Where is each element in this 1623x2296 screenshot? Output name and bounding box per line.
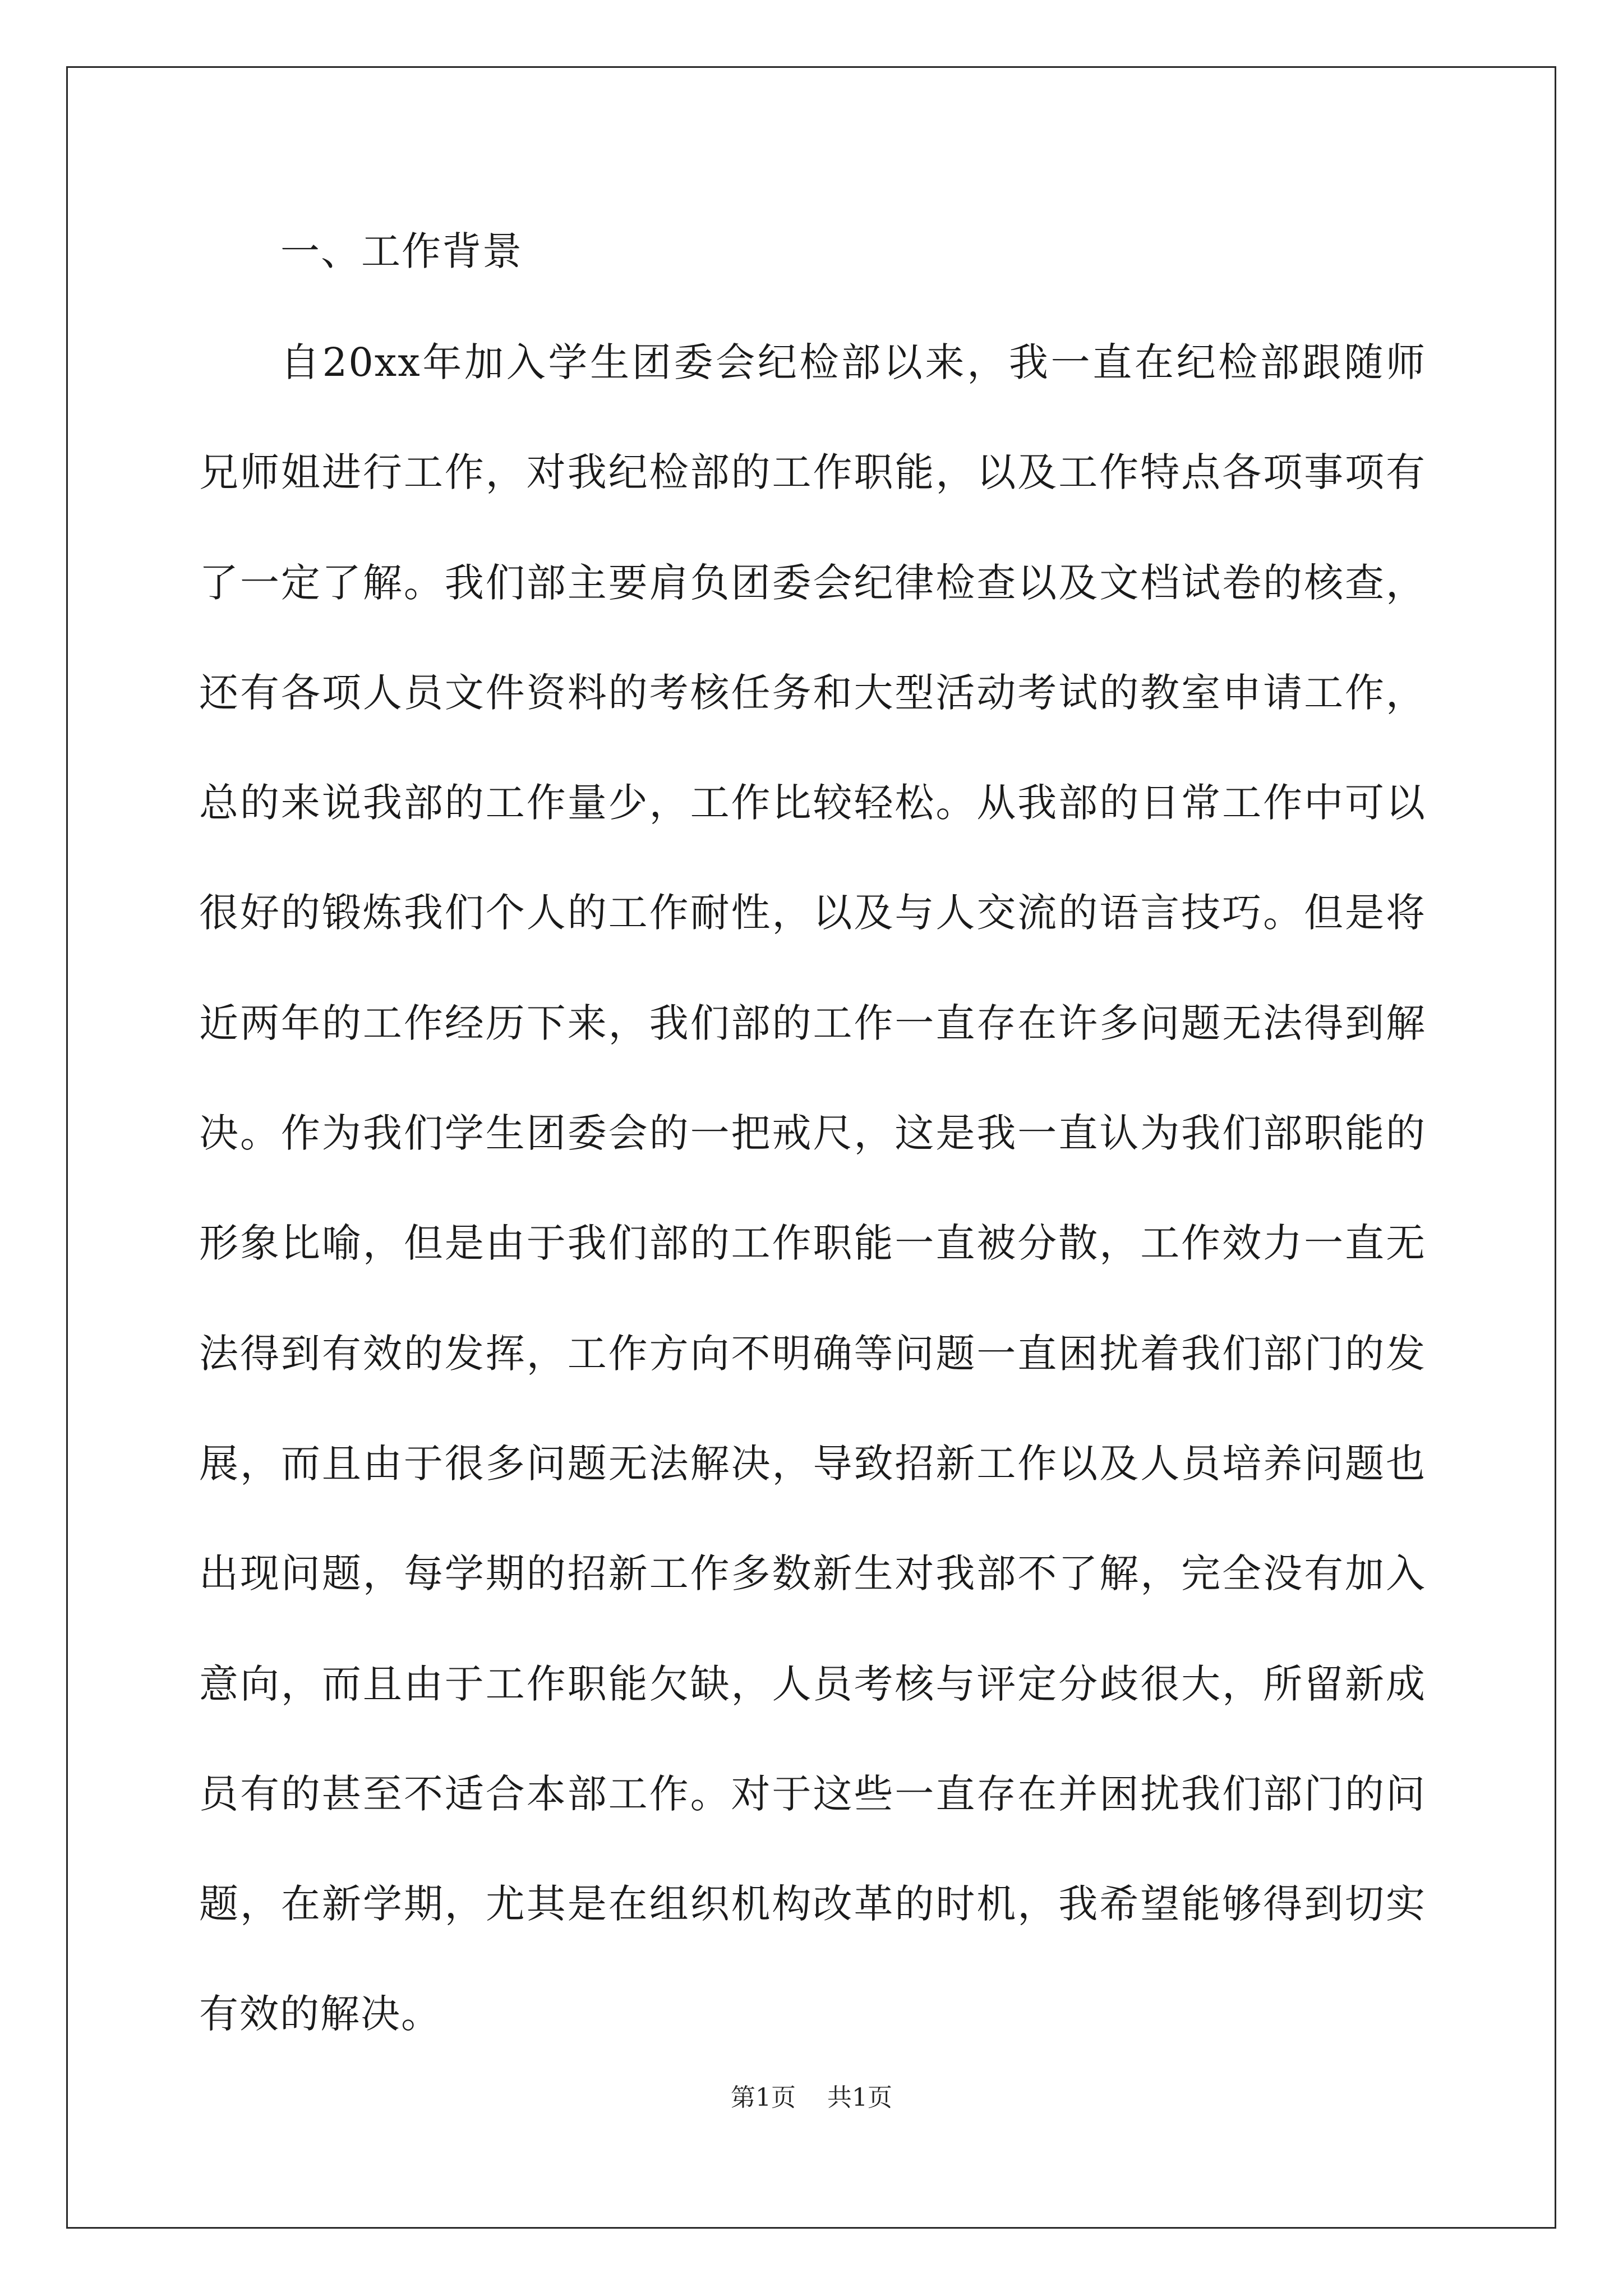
- page-number-total: 共1页: [827, 2083, 892, 2112]
- body-paragraph: 自20xx年加入学生团委会纪检部以来，我一直在纪检部跟随师兄师姐进行工作，对我纪检部的工作职能，以及工作特点各项事项有了一定了解。我们部主要肩负团委会纪律检查以及文档试卷的核查，还有各项人员文件资料的考核任务和大型活动考试的教室申请工作，总的来说我部的工作量少，工作比较轻松。从我部的日常工作中可以很好的锻炼我们个人的工作耐性，以及与人交流的语言技巧。但是将近两年的工作经历下来，我们部的工作一直存在许多问题无法得到解决。作为我们学生团委会的一把戒尺，这是我一直认为我们部职能的形象比喻，但是由于我们部的工作职能一直被分散，工作效力一直无法得到有效的发挥，工作方向不明确等问题一直困扰着我们部门的发展，而且由于很多问题无法解决，导致招新工作以及人员培养问题也出现问题，每学期的招新工作多数新生对我部不了解，完全没有加入意向，而且由于工作职能欠缺，人员考核与评定分歧很大，所留新成员有的甚至不适合本部工作。对于这些一直存在并困扰我们部门的问题，在新学期，尤其是在组织机构改革的时机，我希望能够得到切实有效的解决。: [199, 339, 1426, 2037]
- page-footer: [0, 2078, 1623, 2118]
- section-heading: 一、工作背景: [280, 228, 523, 274]
- page-number-current: 第1页: [731, 2083, 796, 2112]
